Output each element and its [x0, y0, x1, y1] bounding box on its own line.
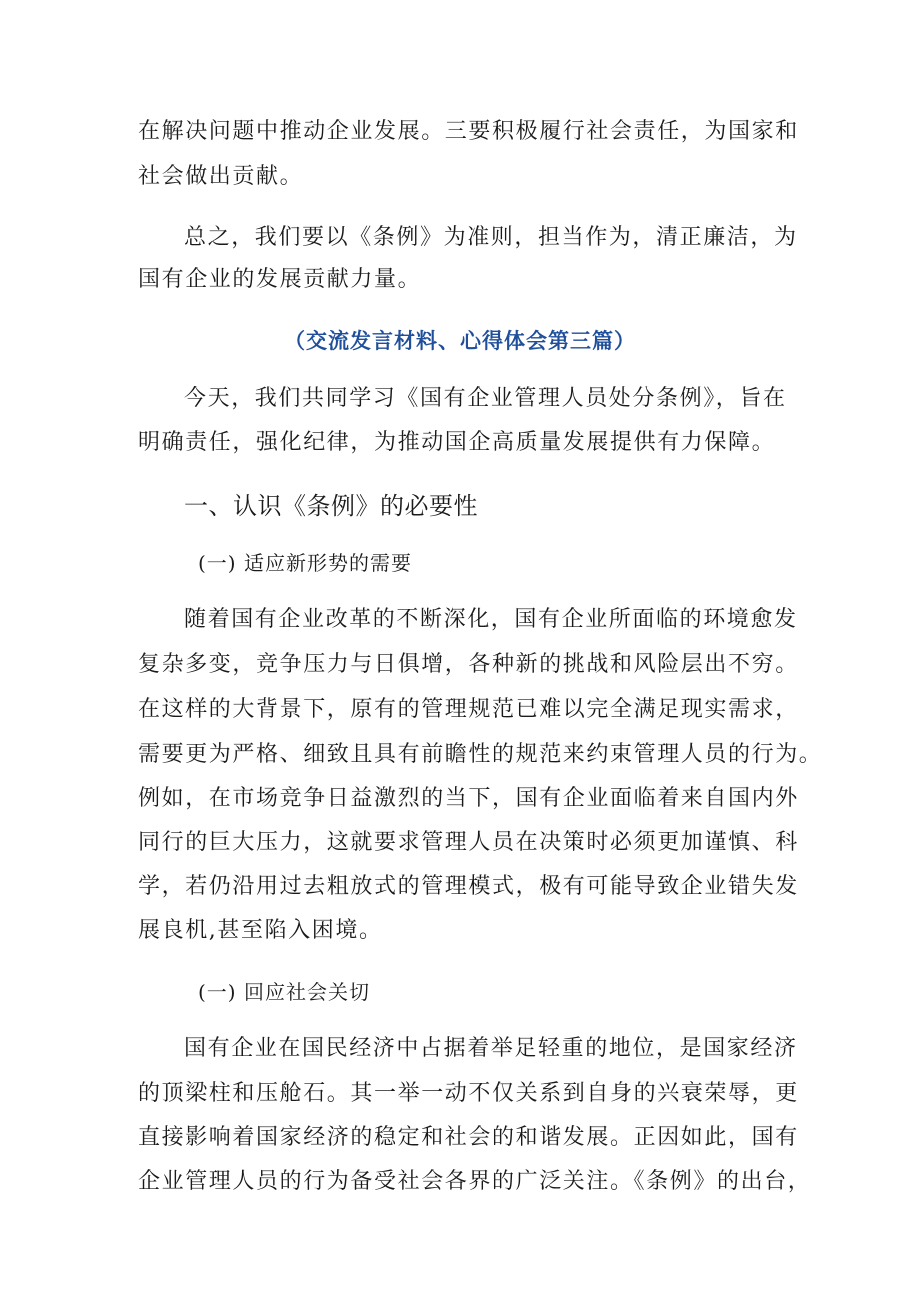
paragraph-line: 直接影响着国家经济的稳定和社会的和谐发展。正因如此，国有 [138, 1125, 799, 1150]
paragraph-line: 学，若仍沿用过去粗放式的管理模式，极有可能导致企业错失发 [138, 874, 799, 899]
paragraph-line: 明确责任，强化纪律，为推动国企高质量发展提供有力保障。 [138, 430, 776, 455]
paragraph-line: 社会做出贡献。 [138, 164, 304, 189]
paragraph-line: 总之，我们要以《条例》为准则，担当作为，清正廉洁，为 [184, 225, 798, 250]
paragraph-line: 随着国有企业改革的不断深化，国有企业所面临的环境愈发 [184, 607, 798, 632]
paragraph-line: 在解决问题中推动企业发展。三要积极履行社会责任，为国家和 [138, 119, 799, 144]
paragraph-line: 例如，在市场竞争日益激烈的当下，国有企业面临着来自国内外 [138, 786, 799, 811]
paragraph-line: 复杂多变，竞争压力与日俱增，各种新的挑战和风险层出不穷。 [138, 652, 799, 677]
paragraph-line: 的顶梁柱和压舱石。其一举一动不仅关系到自身的兴衰荣辱，更 [138, 1081, 799, 1106]
paragraph-line: 国有企业的发展贡献力量。 [138, 267, 422, 292]
paragraph-line: 同行的巨大压力，这就要求管理人员在决策时必须更加谨慎、科 [138, 830, 799, 855]
section-title: （交流发言材料、心得体会第三篇） [284, 329, 636, 353]
paragraph-line: 企业管理人员的行为备受社会各界的广泛关注。《条例》的出台， [138, 1169, 812, 1194]
paragraph-line: 国有企业在国民经济中占据着举足轻重的地位，是国家经济 [184, 1036, 798, 1061]
paragraph-line: 在这样的大背景下，原有的管理规范已难以完全满足现实需求， [138, 697, 799, 722]
paragraph-line: 需要更为严格、细致且具有前瞻性的规范来约束管理人员的行为。 [138, 742, 823, 767]
paragraph-line: 今天，我们共同学习《国有企业管理人员处分条例》，旨在 [184, 386, 787, 411]
paragraph-line: 展良机,甚至陷入困境。 [138, 918, 383, 943]
heading-level-2: (一) 适应新形势的需要 [198, 551, 412, 575]
heading-level-1: 一、认识《条例》的必要性 [184, 492, 478, 520]
heading-level-2: (一) 回应社会关切 [198, 980, 370, 1004]
